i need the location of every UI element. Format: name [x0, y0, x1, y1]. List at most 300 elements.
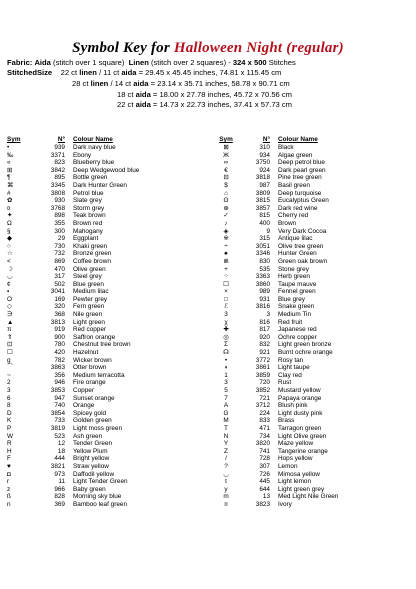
colour-name-cell: Yellow Plum — [73, 447, 108, 455]
thread-number-cell: 3815 — [255, 197, 270, 205]
colour-name-cell: Hops yellow — [278, 455, 313, 463]
table-row — [210, 296, 415, 304]
colour-name-cell: Green oak brown — [278, 257, 328, 265]
thread-number-cell: 939 — [54, 144, 65, 151]
table-row — [210, 478, 415, 486]
table-row — [5, 319, 210, 327]
colour-name-cell: Pewter grey — [73, 295, 108, 303]
colour-name-cell: Teak brown — [73, 212, 106, 220]
page-title — [0, 40, 416, 57]
size-dimensions: = 18.00 x 27.78 inches, 45.72 x 70.56 cm — [150, 90, 293, 99]
thread-number-cell: 815 — [259, 212, 270, 220]
colour-name-cell: Brown — [278, 219, 297, 227]
table-row — [5, 440, 210, 448]
table-row — [5, 349, 210, 357]
colour-name-cell: Light green bronze — [278, 341, 332, 349]
symbol-cell: ⌂ — [224, 189, 228, 197]
title-pattern-name: Halloween Night (regular) — [173, 40, 344, 56]
colour-name-cell: Mahogany — [73, 227, 103, 235]
colour-name-cell: Eggplant — [73, 235, 99, 243]
colour-name-cell: Blueberry blue — [73, 159, 115, 167]
thread-number-cell: 315 — [259, 235, 270, 243]
table-row — [5, 410, 210, 418]
thread-number-cell: 3712 — [255, 402, 270, 410]
table-row — [5, 334, 210, 342]
symbol-cell: K — [7, 417, 12, 425]
colour-name-cell: Medium lilac — [73, 288, 109, 296]
table-row — [5, 455, 210, 463]
colour-name-cell: Red copper — [73, 326, 107, 334]
thread-number-cell: 726 — [259, 470, 270, 478]
table-row — [5, 433, 210, 441]
symbol-cell: ☐ — [223, 280, 229, 288]
fabric-linen: Linen — [128, 58, 149, 67]
fabric-line — [7, 58, 296, 68]
thread-number-cell: 920 — [259, 333, 270, 341]
colour-name-cell: Fern green — [73, 303, 105, 311]
symbol-cell: N — [223, 432, 229, 440]
size-fabric-2: aida — [135, 100, 151, 109]
thread-number-cell: 921 — [259, 349, 270, 357]
size-fabric-2: aida — [135, 90, 151, 99]
table-row — [210, 174, 415, 182]
colour-name-cell: Light taupe — [278, 364, 310, 372]
table-row — [210, 471, 415, 479]
symbol-cell: z — [7, 485, 11, 493]
symbol-cell: ○ — [7, 242, 11, 250]
thread-number-cell: 3820 — [255, 440, 270, 448]
colour-name-cell: Black — [278, 144, 294, 151]
thread-number-cell: 3861 — [255, 364, 270, 372]
colour-name-cell: Deep Wedgewood blue — [73, 166, 140, 174]
colour-name-cell: Fennel green — [278, 288, 316, 296]
table-row — [210, 152, 415, 160]
table-row — [5, 493, 210, 501]
thread-number-cell: 780 — [54, 341, 65, 349]
colour-name-cell: Herb green — [278, 273, 310, 281]
table-row — [210, 266, 415, 274]
colour-name-cell: Dark Hunter Green — [73, 181, 127, 189]
thread-number-cell: 300 — [54, 227, 65, 235]
table-row — [5, 417, 210, 425]
symbol-cell: g — [7, 356, 11, 364]
table-row — [5, 326, 210, 334]
colour-name-cell: Dark red wine — [278, 204, 318, 212]
thread-number-cell: 3772 — [255, 356, 270, 364]
colour-name-cell: Med Light Nile Green — [278, 493, 339, 501]
table-row — [210, 440, 415, 448]
symbol-cell: ⊟ — [223, 174, 229, 182]
table-row — [210, 501, 415, 509]
thread-number-cell: 18 — [57, 447, 65, 455]
table-row — [5, 197, 210, 205]
header-colour-name: Colour Name — [73, 136, 113, 143]
thread-number-cell: 3860 — [255, 280, 270, 288]
thread-number-cell: 535 — [259, 265, 270, 273]
size-dimensions: = 14.73 x 22.73 inches, 37.41 x 57.73 cm — [150, 100, 293, 109]
symbol-cell: ¢ — [7, 280, 11, 288]
colour-name-cell: Rust — [278, 379, 292, 387]
table-row — [210, 417, 415, 425]
colour-name-cell: Very Dark Cocoa — [278, 227, 327, 235]
symbol-cell: ◈ — [223, 227, 229, 235]
thread-number-cell: 224 — [259, 409, 270, 417]
colour-name-cell: Slate grey — [73, 197, 102, 205]
thread-number-cell: 502 — [54, 280, 65, 288]
symbol-cell: Z — [224, 447, 228, 455]
symbol-cell: ⌒ — [7, 364, 14, 372]
thread-number-cell: 12 — [57, 440, 65, 448]
thread-number-cell: 833 — [259, 417, 270, 425]
symbol-cell: ⋒ — [223, 257, 229, 265]
colour-name-cell: Medium Tin — [278, 311, 312, 319]
thread-number-cell: 310 — [259, 144, 270, 151]
symbol-cell: § — [7, 227, 11, 235]
symbol-cell: G — [223, 409, 229, 417]
symbol-cell: 8 — [7, 402, 11, 410]
colour-name-cell: Saffron orange — [73, 333, 116, 341]
colour-name-cell: Clay red — [278, 371, 302, 379]
table-row — [210, 364, 415, 372]
table-row — [5, 243, 210, 251]
colour-name-cell: Coffee brown — [73, 257, 111, 265]
symbol-cell: ♥ — [7, 462, 11, 470]
colour-name-cell: Blush pink — [278, 402, 308, 410]
table-row — [210, 334, 415, 342]
thread-number-cell: 11 — [58, 478, 65, 486]
symbol-cell: 3 — [224, 311, 228, 319]
table-row — [210, 463, 415, 471]
thread-number-cell: 3345 — [50, 181, 65, 189]
symbol-cell: R — [7, 440, 12, 448]
header-sym: Sym — [7, 136, 21, 143]
colour-name-cell: Medium terracotta — [73, 371, 125, 379]
table-row — [5, 190, 210, 198]
stitched-size-line-3 — [117, 90, 292, 100]
symbol-cell: r — [7, 478, 10, 486]
table-row — [5, 357, 210, 365]
thread-number-cell: 732 — [54, 250, 65, 258]
colour-name-cell: Papaya orange — [278, 394, 322, 402]
thread-number-cell: 966 — [54, 485, 65, 493]
symbol-cell: ※ — [223, 235, 229, 243]
symbol-cell: ∞ — [223, 159, 229, 167]
table-row — [5, 303, 210, 311]
symbol-cell: ◖ — [224, 364, 228, 372]
thread-number-cell: 3809 — [255, 189, 270, 197]
table-row — [210, 425, 415, 433]
thread-number-cell: 947 — [54, 394, 65, 402]
table-row — [210, 410, 415, 418]
colour-name-cell: Copper — [73, 387, 94, 394]
thread-number-cell: 930 — [54, 197, 65, 205]
thread-number-cell: 734 — [259, 432, 270, 440]
table-row — [5, 395, 210, 403]
colour-name-cell: Mustard yellow — [278, 387, 321, 394]
table-row — [5, 144, 210, 152]
thread-number-cell: 946 — [54, 379, 65, 387]
symbol-cell: ☊ — [223, 349, 229, 357]
table-row — [210, 190, 415, 198]
thread-number-cell: 3818 — [255, 174, 270, 182]
table-row — [5, 174, 210, 182]
table-row — [5, 387, 210, 395]
symbol-cell: 3 — [7, 387, 11, 394]
symbol-cell: M — [223, 417, 229, 425]
symbol-cell: F — [7, 455, 11, 463]
symbol-cell: χ — [224, 318, 228, 326]
symbol-cell: π — [7, 326, 12, 334]
symbol-cell: ▲ — [7, 318, 14, 326]
table-row — [210, 493, 415, 501]
thread-number-cell: 317 — [54, 273, 65, 281]
header-colour-name: Colour Name — [278, 136, 318, 143]
symbol-cell: ~ — [7, 371, 11, 379]
table-row — [5, 486, 210, 494]
table-row — [5, 167, 210, 175]
colour-name-cell: Lemon — [278, 462, 298, 470]
symbol-key-table-right — [210, 136, 415, 509]
colour-name-cell: Wicker brown — [73, 356, 112, 364]
symbol-cell: ✦ — [7, 212, 13, 220]
colour-name-cell: Ivory — [278, 500, 292, 508]
colour-name-cell: Fire orange — [73, 379, 106, 387]
thread-number-cell: 740 — [54, 402, 65, 410]
stitched-size-label: StitchedSize — [7, 68, 53, 77]
table-row — [210, 341, 415, 349]
colour-name-cell: Light Tender Green — [73, 478, 128, 486]
colour-name-cell: Tender Green — [73, 440, 113, 448]
table-row — [5, 281, 210, 289]
symbol-cell: ◡ — [7, 273, 13, 281]
symbol-cell: y — [224, 485, 228, 493]
table-row — [210, 372, 415, 380]
symbol-cell: O — [7, 295, 12, 303]
table-row — [210, 281, 415, 289]
symbol-cell: ¶ — [7, 174, 11, 182]
thread-number-cell: 924 — [259, 166, 270, 174]
symbol-cell: 6 — [7, 394, 11, 402]
table-row — [5, 501, 210, 509]
thread-number-cell: 828 — [54, 493, 65, 501]
table-row — [5, 463, 210, 471]
thread-number-cell: 830 — [259, 257, 270, 265]
table-row — [5, 205, 210, 213]
colour-name-cell: Ebony — [73, 151, 92, 159]
table-header — [5, 136, 210, 144]
thread-number-cell: 987 — [259, 181, 270, 189]
colour-name-cell: Hazelnut — [73, 349, 99, 357]
colour-name-cell: Nile green — [73, 311, 103, 319]
thread-number-cell: 3821 — [50, 462, 65, 470]
thread-number-cell: 3842 — [50, 166, 65, 174]
colour-name-cell: Daffodil yellow — [73, 470, 115, 478]
colour-name-cell: Brown red — [73, 219, 103, 227]
colour-name-cell: Stone grey — [278, 265, 309, 273]
symbol-cell: Ж — [223, 151, 229, 159]
table-row — [210, 159, 415, 167]
symbol-cell: ⊞ — [7, 166, 13, 174]
symbol-cell: ◎ — [223, 333, 229, 341]
symbol-cell: ☆ — [7, 250, 13, 258]
thread-number-cell: 470 — [54, 265, 65, 273]
colour-name-cell: Steel grey — [73, 273, 102, 281]
header-number: N° — [262, 136, 270, 143]
table-row — [5, 379, 210, 387]
thread-number-cell: 471 — [259, 424, 270, 432]
table-row — [5, 220, 210, 228]
title-prefix: Symbol Key for — [72, 40, 170, 56]
colour-name-cell: Light moss green — [73, 424, 123, 432]
size-fabric-2: aida — [133, 79, 149, 88]
colour-name-cell: Light dusty pink — [278, 409, 323, 417]
thread-number-cell: 782 — [54, 356, 65, 364]
thread-number-cell: 3346 — [255, 250, 270, 258]
colour-name-cell: Light lemon — [278, 478, 312, 486]
symbol-cell: € — [224, 166, 228, 174]
symbol-cell: ℰ — [224, 303, 228, 311]
thread-number-cell: 369 — [54, 500, 65, 508]
thread-number-cell: 733 — [54, 417, 65, 425]
colour-name-cell: Antique lilac — [278, 235, 313, 243]
symbol-cell: # — [7, 189, 11, 197]
symbol-cell: n — [7, 500, 11, 508]
symbol-cell: □ — [224, 295, 228, 303]
table-row — [5, 471, 210, 479]
table-row — [210, 395, 415, 403]
size-fabric: linen — [90, 79, 109, 88]
fabric-aida-note: (stitch over 1 square) — [53, 58, 125, 67]
table-row — [5, 159, 210, 167]
table-row — [5, 425, 210, 433]
thread-number-cell: 832 — [259, 341, 270, 349]
table-row — [210, 250, 415, 258]
colour-name-cell: Bottle green — [73, 174, 108, 182]
size-dimensions: = 29.45 x 45.45 inches, 74.81 x 115.45 cm — [136, 68, 282, 77]
symbol-cell: T — [224, 424, 228, 432]
symbol-cell: ▪ — [7, 288, 10, 296]
stitched-size-line-1 — [7, 68, 281, 78]
table-row — [5, 372, 210, 380]
thread-number-cell: 3363 — [255, 273, 270, 281]
colour-name-cell: Petrol blue — [73, 189, 104, 197]
thread-number-cell: 900 — [54, 333, 65, 341]
symbol-cell: ¤ — [224, 500, 228, 508]
size-count-2: / 11 ct — [99, 68, 120, 77]
thread-number-cell: 3823 — [255, 500, 270, 508]
thread-number-cell: 816 — [259, 318, 270, 326]
symbol-cell: 3 — [224, 379, 228, 387]
table-row — [210, 486, 415, 494]
thread-number-cell: 523 — [54, 432, 65, 440]
symbol-cell: $ — [224, 181, 228, 189]
colour-name-cell: Light Olive green — [278, 432, 327, 440]
stitched-size-line-2 — [72, 79, 290, 89]
thread-number-cell: 3852 — [255, 387, 270, 394]
symbol-cell: • — [224, 356, 228, 364]
table-row — [5, 448, 210, 456]
thread-number-cell: 29 — [57, 235, 65, 243]
colour-name-cell: Light green grey — [278, 485, 325, 493]
colour-name-cell: Bronze green — [73, 250, 112, 258]
thread-number-cell: 989 — [259, 288, 270, 296]
table-row — [210, 349, 415, 357]
table-row — [210, 448, 415, 456]
colour-name-cell: Tangerine orange — [278, 447, 328, 455]
colour-name-cell: Morning sky blue — [73, 493, 122, 501]
table-row — [5, 266, 210, 274]
thread-number-cell: 3863 — [50, 364, 65, 372]
thread-number-cell: 307 — [259, 462, 270, 470]
table-row — [5, 152, 210, 160]
size-fabric-2: aida — [121, 68, 137, 77]
table-row — [210, 433, 415, 441]
colour-name-cell: Ochre copper — [278, 333, 317, 341]
symbol-cell: 5 — [224, 387, 228, 394]
colour-name-cell: Pine tree green — [278, 174, 322, 182]
colour-name-cell: Maze yellow — [278, 440, 314, 448]
table-row — [5, 364, 210, 372]
symbol-cell: ♪ — [224, 219, 228, 227]
symbol-cell: ☽ — [7, 265, 13, 273]
header-sym: Sym — [219, 136, 233, 143]
colour-name-cell: Japanese red — [278, 326, 317, 334]
colour-name-cell: Blue grey — [278, 295, 305, 303]
table-row — [210, 402, 415, 410]
table-row — [5, 235, 210, 243]
colour-name-cell: Golden green — [73, 417, 112, 425]
symbol-cell: < — [7, 257, 11, 265]
table-row — [210, 357, 415, 365]
table-row — [210, 258, 415, 266]
stitches-label: Stitches — [268, 58, 296, 67]
symbol-cell: ◡ — [223, 470, 229, 478]
symbol-cell: W — [7, 432, 14, 440]
table-row — [5, 212, 210, 220]
table-row — [5, 311, 210, 319]
symbol-cell: « — [7, 159, 11, 167]
symbol-cell: ¤ — [7, 204, 11, 212]
symbol-key-table-left — [5, 136, 210, 509]
colour-name-cell: Ash green — [73, 432, 103, 440]
thread-number-cell: 3371 — [50, 151, 65, 159]
colour-name-cell: Blue green — [73, 280, 104, 288]
thread-number-cell: 919 — [54, 326, 65, 334]
table-row — [210, 326, 415, 334]
stitched-size-line-4 — [117, 100, 292, 110]
thread-number-cell: 3768 — [50, 204, 65, 212]
colour-name-cell: Mimosa yellow — [278, 470, 320, 478]
thread-number-cell: 420 — [54, 349, 65, 357]
colour-name-cell: Snake green — [278, 303, 315, 311]
thread-number-cell: 934 — [259, 151, 270, 159]
colour-name-cell: Spicey gold — [73, 409, 107, 417]
table-row — [210, 303, 415, 311]
thread-number-cell: 3051 — [255, 242, 270, 250]
colour-name-cell: Dark pearl green — [278, 166, 326, 174]
symbol-cell: ? — [224, 462, 228, 470]
symbol-cell: 2 — [7, 379, 11, 387]
size-count: 22 ct — [60, 68, 78, 77]
symbol-cell: H — [7, 447, 12, 455]
colour-name-cell: Chestnut tree brown — [73, 341, 131, 349]
colour-name-cell: Storm grey — [73, 204, 105, 212]
thread-number-cell: 973 — [54, 470, 65, 478]
thread-number-cell: 320 — [54, 303, 65, 311]
colour-name-cell: Orange — [73, 402, 95, 410]
thread-number-cell: 9 — [266, 227, 270, 235]
colour-name-cell: Burnt ochre orange — [278, 349, 333, 357]
